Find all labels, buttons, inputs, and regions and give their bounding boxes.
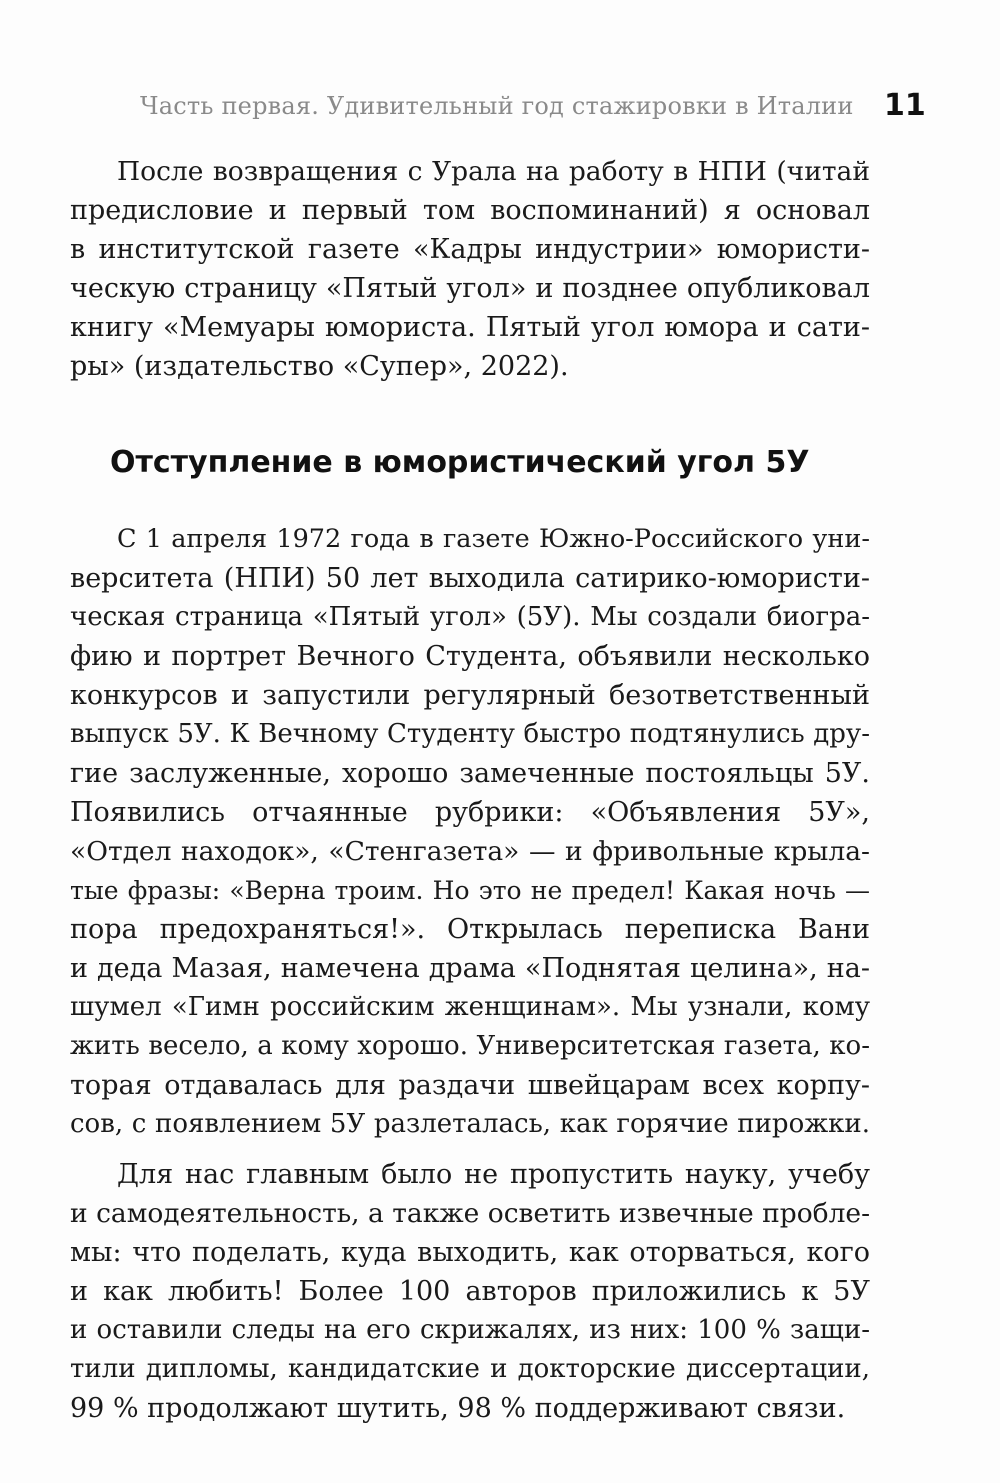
text-line: После возвращения с Урала на работу в НПИ (читай [117,156,870,187]
text-line: ческую страницу «Пятый угол» и позднее опубликовал [70,273,870,304]
text-line: шумел «Гимн российским женщинам». Мы узнали, кому [70,992,870,1022]
text-line: ры» (издательство «Супер», 2022). [70,351,569,382]
text-line: конкурсов и запустили регулярный безответственный [70,680,870,711]
text-line: ческая страница «Пятый угол» (5У). Мы создали биогра- [70,602,870,632]
page-number: 11 [884,88,926,123]
text-line: жить весело, а кому хорошо. Университетская газета, ко- [70,1031,870,1061]
text-line: выпуск 5У. К Вечному Студенту быстро подтянулись дру- [70,719,870,749]
text-line: гие заслуженные, хорошо замеченные постояльцы 5У. [70,758,870,789]
text-line: верситета (НПИ) 50 лет выходила сатирико-юмористи- [70,563,870,594]
running-header: Часть первая. Удивительный год стажировки в Италии [140,92,854,120]
text-line: в институтской газете «Кадры индустрии» юмористи- [70,234,870,265]
text-line: и деда Мазая, намечена драма «Поднятая целина», на- [70,953,870,984]
text-line: предисловие и первый том воспоминаний) я основал [70,195,870,226]
text-line: и самодеятельность, а также осветить извечные пробле- [70,1198,871,1229]
text-line: «Отдел находок», «Стенгазета» — и фривольные крыла- [70,836,870,867]
text-line: мы: что поделать, куда выходить, как оторваться, кого [70,1237,870,1268]
paragraph-3 [70,1155,870,1428]
text-line: тили дипломы, кандидатские и докторские диссертации, [70,1354,870,1384]
text-line: тые фразы: «Верна троим. Но это не предел! Какая ночь — [70,876,870,905]
paragraph-1 [70,152,870,386]
text-line: фию и портрет Вечного Студента, объявили несколько [70,641,870,672]
text-line: книгу «Мемуары юмориста. Пятый угол юмора и сати- [70,312,870,343]
text-line: сов, с появлением 5У разлеталась, как горячие пирожки. [70,1109,870,1139]
text-line: Появились отчаянные рубрики: «Объявления 5У», [70,797,870,828]
text-line: Для нас главным было не пропустить науку, учебу [117,1159,870,1190]
section-heading: Отступление в юмористический угол 5У [110,445,810,480]
text-line: пора предохраняться!». Открылась переписка Вани [70,914,870,945]
text-line: С 1 апреля 1972 года в газете Южно-Российского уни- [117,524,870,554]
text-line: 99 % продолжают шутить, 98 % поддерживают связи. [70,1393,846,1424]
paragraph-2 [70,520,870,1144]
text-line: торая отдавалась для раздачи швейцарам всех корпу- [70,1070,870,1101]
text-line: и оставили следы на его скрижалях, из них: 100 % защи- [70,1315,870,1345]
text-line: и как любить! Более 100 авторов приложились к 5У [70,1276,870,1307]
